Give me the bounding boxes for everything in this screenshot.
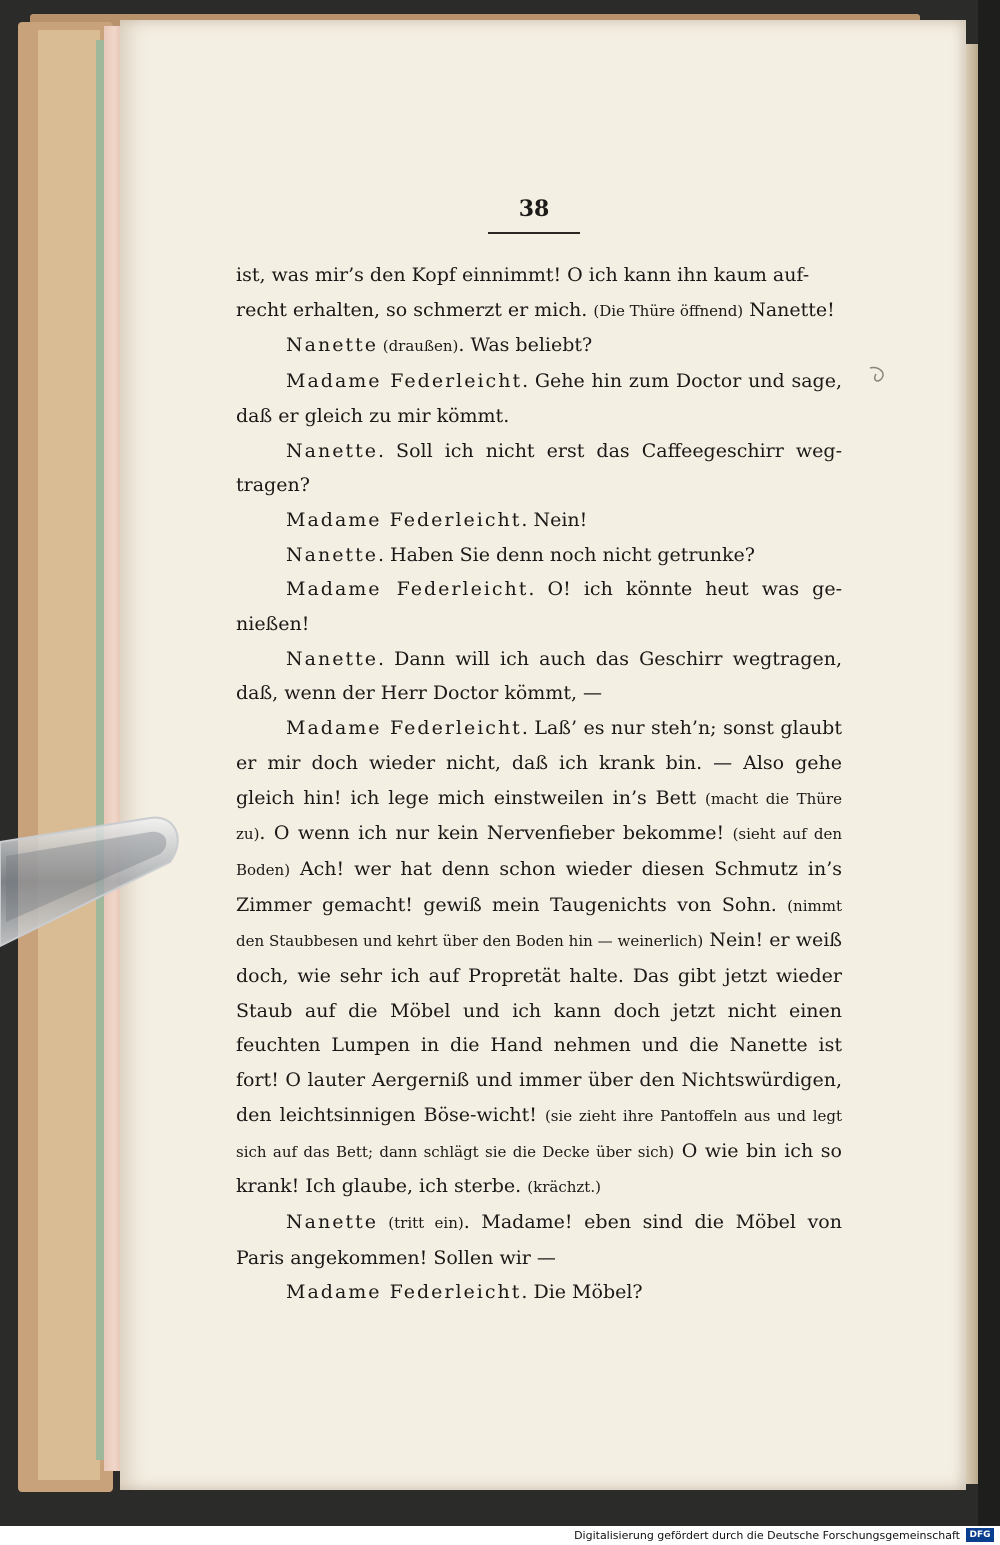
dialogue-text: ist, was mir’s den Kopf einnimmt! O ich kann ihn kaum auf-: [236, 264, 810, 286]
pencil-mark: [868, 364, 892, 386]
footer-credit: Digitalisierung gefördert durch die Deutsche Forschungsgemeinschaft: [574, 1529, 960, 1542]
dialogue-text: . Dann will ich auch das Geschirr wegtragen, daß, wenn der Herr Doctor kömmt, —: [236, 647, 842, 705]
paragraph: [236, 642, 842, 711]
dialogue-text: recht erhalten, so schmerzt er mich.: [236, 298, 594, 321]
stage-direction: (krächzt.): [527, 1178, 601, 1197]
dialogue-text: Nanette!: [743, 298, 835, 321]
dialogue-text: . Soll ich nicht erst das Caffeegeschirr weg-tragen?: [236, 439, 842, 497]
page-number: 38: [518, 196, 550, 222]
dialogue-text: . O wenn ich nur kein Nervenfieber bekomme!: [259, 822, 733, 845]
paragraph: [236, 364, 842, 433]
speaker-name: Madame Federleicht: [286, 508, 522, 531]
paragraph: [236, 1275, 842, 1310]
speaker-name: Madame Federleicht: [286, 717, 522, 740]
dialogue-text: Nein! er weiß doch, wie sehr ich auf Propretät halte. Das gibt jetzt wieder Staub auf die Möbel und ich kann doch jetzt nicht einen feuchten Lumpen in die Hand nehmen und die Nanette ist fort! O lauter Aergerniß und immer über den Nichtswürdigen, den leichtsinnigen Böse-wicht!: [236, 929, 842, 1126]
dialogue-text: . Die Möbel?: [521, 1281, 643, 1304]
stage-direction: (macht die Thüre zu): [236, 789, 842, 844]
paragraph: [236, 538, 842, 573]
stage-direction: (Die Thüre öffnend): [593, 301, 744, 320]
speaker-name: Nanette: [286, 334, 378, 357]
dialogue-text: . O! ich könnte heut was ge-nießen!: [236, 578, 842, 636]
paragraph: [236, 434, 842, 503]
stage-direction: (tritt ein): [377, 1213, 464, 1232]
scan-right-margin: [978, 0, 1000, 1545]
dialogue-text: O wie bin ich so krank! Ich glaube, ich sterbe.: [236, 1139, 842, 1198]
binding-band: [96, 40, 104, 1460]
paragraph: [236, 1205, 842, 1275]
dialogue-text: . Gehe hin zum Doctor und sage, daß er gleich zu mir kömmt.: [236, 370, 842, 427]
paragraph: [236, 711, 842, 1205]
speaker-name: Madame Federleicht: [286, 1281, 522, 1304]
stage-direction: (draußen): [377, 337, 459, 356]
dialogue-text: Ach! wer hat denn schon wieder diesen Schmutz in’s Zimmer gemacht! gewiß mein Taugenichts von Sohn.: [236, 857, 842, 916]
stage-direction: (nimmt den Staubbesen und kehrt über den Boden hin — weinerlich): [236, 896, 842, 951]
paragraph: [236, 328, 842, 364]
dialogue-text: . Madame! eben sind die Möbel von Paris angekommen! Sollen wir —: [236, 1210, 842, 1269]
glass-rod-overlay: [0, 812, 185, 952]
paragraph: [236, 503, 842, 538]
paragraph: [236, 258, 842, 293]
speaker-name: Nanette: [286, 439, 378, 462]
dialogue-text: . Nein!: [521, 508, 588, 531]
speaker-name: Madame Federleicht: [286, 578, 529, 601]
stage-direction: (sie zieht ihre Pantoffeln aus und legt sich auf das Bett; dann schlägt sie die Decke über sich): [236, 1106, 842, 1161]
speaker-name: Nanette: [286, 543, 378, 566]
stage-direction: (sieht auf den Boden): [236, 825, 843, 879]
speaker-name: Nanette: [286, 1210, 378, 1233]
dialogue-text: . Laß’ es nur steh’n; sonst glaubt er mir doch wieder nicht, daß ich krank bin. — Also gehe gleich hin! ich lege mich einstweilen in’s Bett: [236, 717, 842, 809]
dfg-logo: DFG: [966, 1528, 994, 1542]
page-right-edge: [966, 44, 978, 1484]
book-cover-inner-edge: [38, 30, 100, 1480]
paragraph: [236, 293, 842, 329]
speaker-name: Madame Federleicht: [286, 370, 523, 393]
paragraph: [236, 572, 842, 641]
speaker-name: Nanette: [286, 647, 378, 670]
dialogue-text: . Was beliebt?: [458, 334, 593, 357]
page-text: [236, 258, 842, 1310]
page-number-rule: [488, 232, 580, 234]
dialogue-text: . Haben Sie denn noch nicht getrunke?: [377, 543, 755, 566]
